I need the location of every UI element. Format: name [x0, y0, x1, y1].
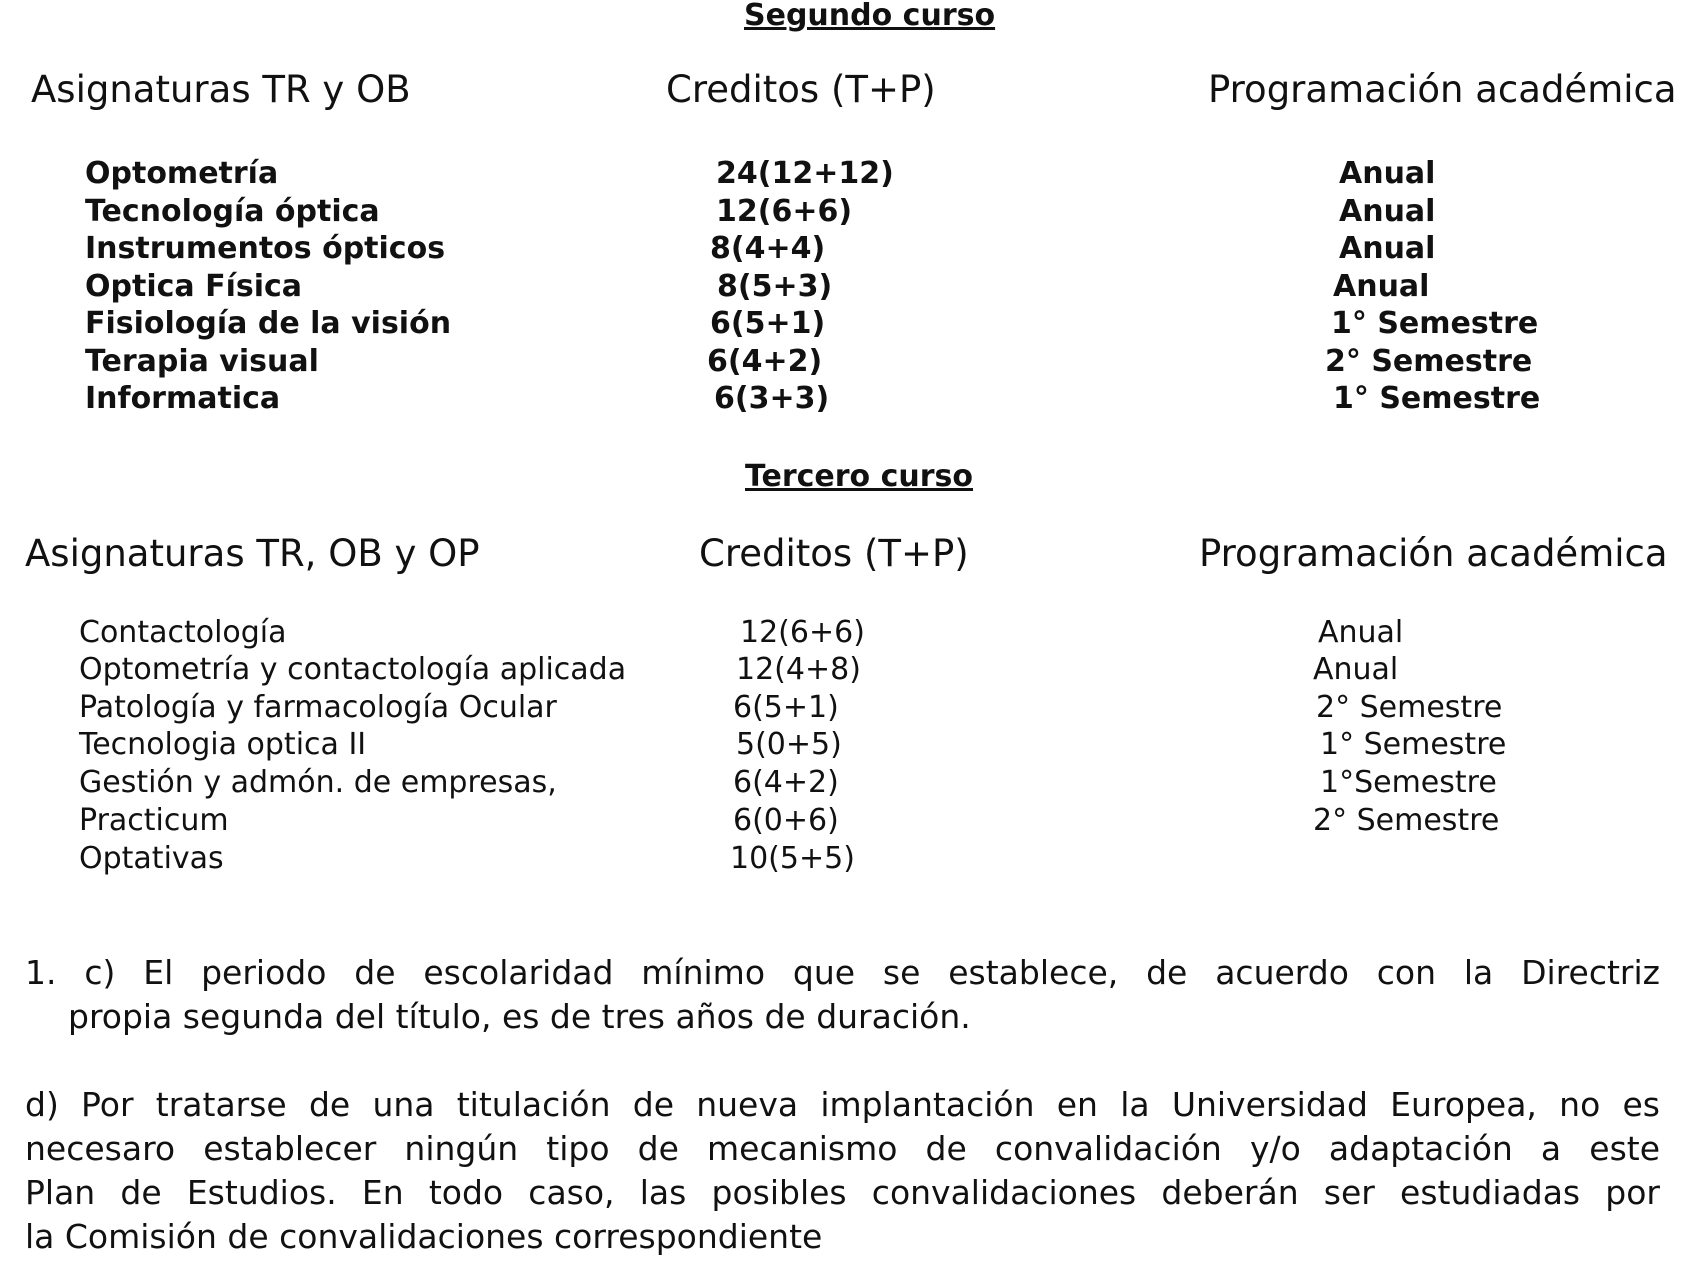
schedule-cell: Anual [1339, 231, 1436, 266]
paragraph-c [25, 951, 1660, 995]
header-subjects: Asignaturas TR y OB [31, 68, 411, 111]
credits-cell: 12(6+6) [716, 194, 853, 229]
schedule-cell: Anual [1339, 194, 1436, 229]
subject-cell: Informatica [85, 381, 281, 416]
subject-cell: Terapia visual [85, 344, 319, 379]
header-credits: Creditos (T+P) [666, 68, 936, 111]
subject-cell: Optativas [79, 841, 224, 876]
credits-cell: 10(5+5) [730, 841, 855, 876]
schedule-cell: Anual [1333, 269, 1430, 304]
section-title-segundo: Segundo curso [744, 0, 996, 33]
section-title-tercero: Tercero curso [745, 459, 974, 494]
schedule-cell: Anual [1318, 615, 1404, 650]
credits-cell: 6(5+1) [710, 306, 826, 341]
credits-cell: 6(4+2) [707, 344, 823, 379]
credits-cell: 6(3+3) [714, 381, 830, 416]
credits-cell: 6(0+6) [733, 803, 839, 838]
subject-cell: Tecnología óptica [85, 194, 380, 229]
schedule-cell: Anual [1313, 652, 1399, 687]
header-subjects: Asignaturas TR, OB y OP [25, 532, 480, 575]
paragraph-d-line: d) Por tratarse de una titulación de nueva implantación en la Universidad Europea, no es [25, 1085, 1660, 1124]
schedule-cell: 1°Semestre [1320, 765, 1497, 800]
credits-cell: 5(0+5) [736, 727, 842, 762]
schedule-cell: 1° Semestre [1333, 381, 1541, 416]
subject-cell: Optica Física [85, 269, 303, 304]
subject-cell: Fisiología de la visión [85, 306, 452, 341]
schedule-cell: 2° Semestre [1313, 803, 1500, 838]
subject-cell: Optometría [85, 156, 279, 191]
header-credits: Creditos (T+P) [699, 532, 969, 575]
subject-cell: Instrumentos ópticos [85, 231, 446, 266]
paragraph-d-line: necesaro establecer ningún tipo de mecanismo de convalidación y/o adaptación a este [25, 1129, 1660, 1168]
paragraph-c-line: propia segunda del título, es de tres años de duración. [68, 997, 971, 1036]
subject-cell: Patología y farmacología Ocular [79, 690, 557, 725]
paragraph-d [25, 1083, 1660, 1259]
paragraph-d-line: Plan de Estudios. En todo caso, las posibles convalidaciones deberán ser estudiadas por [25, 1173, 1660, 1212]
credits-cell: 24(12+12) [716, 156, 894, 191]
schedule-cell: 2° Semestre [1325, 344, 1533, 379]
credits-cell: 12(6+6) [740, 615, 865, 650]
paragraph-c-line: 1. c) El periodo de escolaridad mínimo que se establece, de acuerdo con la Directriz [25, 953, 1660, 992]
subject-cell: Tecnologia optica II [79, 727, 367, 762]
schedule-cell: Anual [1339, 156, 1436, 191]
header-schedule: Programación académica [1199, 532, 1668, 575]
header-schedule: Programación académica [1208, 68, 1677, 111]
credits-cell: 8(4+4) [710, 231, 826, 266]
credits-cell: 8(5+3) [717, 269, 833, 304]
subject-cell: Contactología [79, 615, 287, 650]
subject-cell: Optometría y contactología aplicada [79, 652, 627, 687]
credits-cell: 6(5+1) [733, 690, 839, 725]
credits-cell: 12(4+8) [736, 652, 861, 687]
subject-cell: Practicum [79, 803, 229, 838]
schedule-cell: 2° Semestre [1316, 690, 1503, 725]
schedule-cell: 1° Semestre [1331, 306, 1539, 341]
subject-cell: Gestión y admón. de empresas, [79, 765, 557, 800]
paragraph-d-line: la Comisión de convalidaciones correspondiente [25, 1217, 823, 1256]
schedule-cell: 1° Semestre [1320, 727, 1507, 762]
credits-cell: 6(4+2) [733, 765, 839, 800]
